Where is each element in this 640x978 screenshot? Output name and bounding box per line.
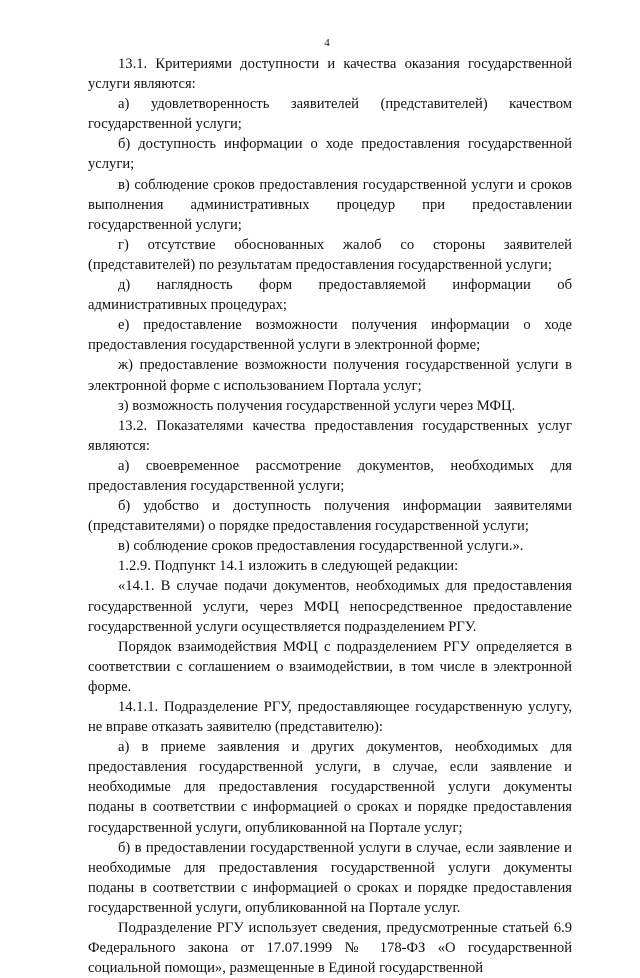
paragraph-13-2-v: в) соблюдение сроков предоставления государственной услуги.». — [118, 538, 524, 555]
paragraph-14-1-1-b: б) в предоставлении государственной услуги в случае, если заявление и необходимые для предоставления государственной услуги документы поданы в соответствии с информацией о сроках и порядке предоставления государственной услуги, опубликованной на Портале услуг. — [88, 839, 572, 916]
paragraph-13-1-v: в) соблюдение сроков предоставления государственной услуги и сроков выполнения административных процедур при предоставлении государственной услуги; — [88, 176, 572, 233]
paragraph-13-1-z: з) возможность получения государственной услуги через МФЦ. — [118, 397, 516, 414]
paragraph-13-2: 13.2. Показателями качества предоставления государственных услуг являются: — [88, 417, 572, 454]
paragraph-13-1-b: б) доступность информации о ходе предоставления государственной услуги; — [88, 136, 572, 173]
paragraph-interaction-order: Порядок взаимодействия МФЦ с подразделением РГУ определяется в соответствии с соглашением о взаимодействии, в том числе в электронной форме. — [88, 638, 572, 695]
paragraph-1-2-9: 1.2.9. Подпункт 14.1 изложить в следующей редакции: — [118, 558, 459, 575]
paragraph-14-1-1-a: а) в приеме заявления и других документов, необходимых для предоставления государственной услуги, в случае, если заявление и необходимые для предоставления государственной услуги документы поданы в соответствии с информацией о сроках и порядке предоставления государственной услуги, опубликованной на Портале услуг; — [88, 739, 572, 836]
paragraph-13-1: 13.1. Критериями доступности и качества оказания государственной услуги являются: — [88, 56, 572, 93]
paragraph-13-1-e: е) предоставление возможности получения информации о ходе предоставления государственной услуги в электронной форме; — [88, 317, 572, 354]
paragraph-13-2-b: б) удобство и доступность получения информации заявителями (представителями) о порядке предоставления государственной услуги; — [88, 498, 572, 535]
paragraph-13-1-zh: ж) предоставление возможности получения государственной услуги в электронной форме с использованием Портала услуг; — [88, 357, 572, 394]
paragraph-14-1-1: 14.1.1. Подразделение РГУ, предоставляющее государственную услугу, не вправе отказать заявителю (представителю): — [88, 699, 572, 736]
paragraph-14-1: «14.1. В случае подачи документов, необходимых для предоставления государственной услуги, через МФЦ непосредственное предоставление государственной услуги осуществляется подразделением РГУ. — [88, 578, 572, 635]
paragraph-13-2-a: а) своевременное рассмотрение документов, необходимых для предоставления государственной услуги; — [88, 457, 572, 494]
paragraph-13-1-g: г) отсутствие обоснованных жалоб со стороны заявителей (представителей) по результатам предоставления государственной услуги; — [88, 236, 572, 273]
document-page — [88, 36, 572, 978]
paragraph-rgu-information: Подразделение РГУ использует сведения, предусмотренные статьей 6.9 Федерального закона от 17.07.1999 № 178-ФЗ «О государственной социальной помощи», размещенные в Единой государственной — [88, 920, 572, 977]
page-number: 4 — [324, 37, 330, 49]
paragraph-13-1-d: д) наглядность форм предоставляемой информации об административных процедурах; — [88, 277, 572, 314]
paragraph-13-1-a: а) удовлетворенность заявителей (представителей) качеством государственной услуги; — [88, 96, 572, 133]
